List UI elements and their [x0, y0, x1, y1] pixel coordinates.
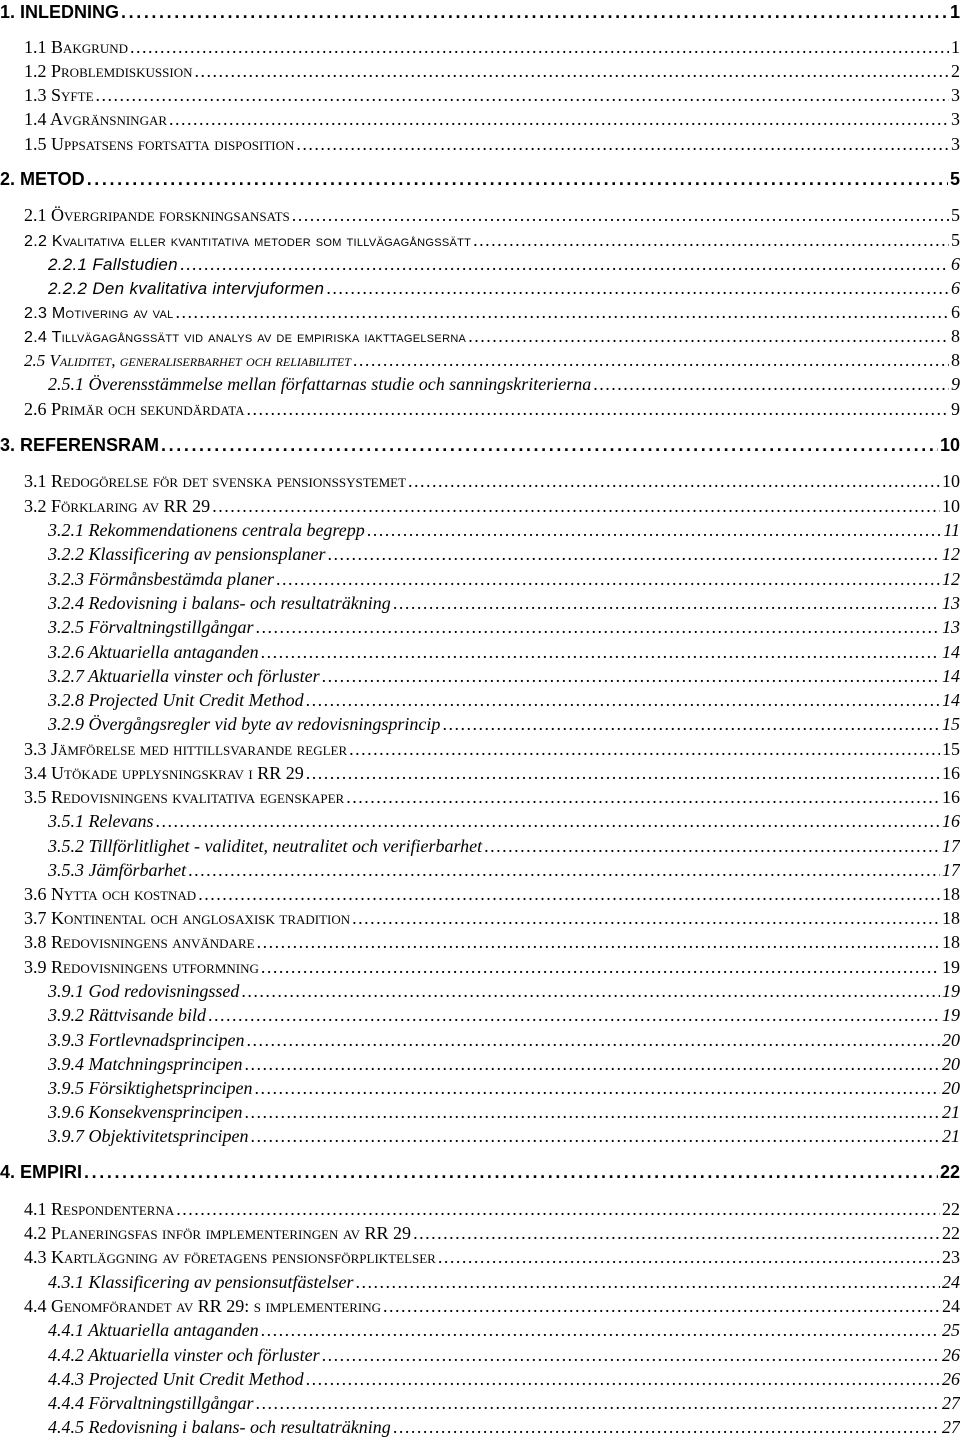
- toc-page-number: 5: [949, 169, 960, 189]
- dot-leader: [246, 1028, 940, 1052]
- toc-entry-label: 2.6 Primär och sekundärdata: [24, 399, 245, 419]
- toc-page-number: 3: [951, 134, 960, 154]
- toc-entry-row[interactable]: [24, 397, 960, 421]
- toc-entry-row[interactable]: [48, 1100, 960, 1124]
- toc-entry-row[interactable]: [24, 955, 960, 979]
- dot-leader: [346, 785, 940, 809]
- dot-leader: [208, 1003, 940, 1027]
- toc-page-number: 14: [942, 690, 960, 710]
- toc-page-number: 6: [951, 278, 960, 298]
- dot-leader: [306, 688, 940, 712]
- toc-entry-row[interactable]: [48, 712, 960, 736]
- toc-page-number: 20: [942, 1054, 960, 1074]
- toc-entry-label: 4.4.4 Förvaltningstillgångar: [48, 1393, 254, 1413]
- toc-page-number: 16: [942, 787, 960, 807]
- dot-leader: [383, 1294, 940, 1318]
- toc-page-number: 19: [942, 981, 960, 1001]
- dot-leader: [322, 664, 940, 688]
- toc-entry-label: 4.4.5 Redovisning i balans- och resultaträkning: [48, 1417, 391, 1437]
- toc-entry-label: 3.5.1 Relevans: [48, 811, 154, 831]
- toc-entry-label: 2.2 Kvalitativa eller kvantitativa metoder som tillvägagångssätt: [24, 233, 472, 250]
- toc-page-number: 16: [942, 811, 960, 831]
- toc-entry-label: 3.9.3 Fortlevnadsprincipen: [48, 1030, 245, 1050]
- dot-leader: [244, 1100, 940, 1124]
- toc-page-number: 19: [942, 957, 960, 977]
- toc-page-number: 14: [942, 666, 960, 686]
- toc-entry-label: 3.8 Redovisningens användare: [24, 932, 255, 952]
- toc-chapter-row[interactable]: [0, 433, 960, 457]
- toc-entry-label: 3.2.4 Redovisning i balans- och resultaträkning: [48, 593, 391, 613]
- toc-page-number: 9: [951, 374, 960, 394]
- toc-entry-label: 2. METOD: [0, 169, 85, 189]
- toc-page-number: 9: [951, 399, 960, 419]
- toc-entry-row[interactable]: [24, 203, 960, 227]
- toc-entry-label: 3.3 Jämförelse med hittillsvarande regler: [24, 739, 348, 759]
- toc-page-number: 22: [942, 1223, 960, 1243]
- dot-leader: [393, 591, 940, 615]
- dot-leader: [322, 1343, 940, 1367]
- dot-leader: [306, 1367, 940, 1391]
- toc-entry-row[interactable]: [48, 1124, 960, 1148]
- dot-leader: [130, 35, 949, 59]
- toc-entry-row[interactable]: [48, 809, 960, 833]
- dot-leader: [254, 1076, 940, 1100]
- toc-page-number: 18: [942, 908, 960, 928]
- toc-page-number: 17: [942, 836, 960, 856]
- dot-leader: [367, 518, 942, 542]
- toc-entry-row[interactable]: [24, 785, 960, 809]
- dot-leader: [484, 834, 940, 858]
- toc-entry-label: 3.2 Förklaring av RR 29: [24, 496, 211, 516]
- toc-entry-label: 3.2.7 Aktuariella vinster och förluster: [48, 666, 320, 686]
- toc-entry-label: 2.2.2 Den kvalitativa intervjuformen: [48, 279, 325, 298]
- toc-entry-label: 4.3 Kartläggning av företagens pensionsförpliktelser: [24, 1247, 436, 1267]
- toc-entry-label: 3.1 Redogörelse för det svenska pensionssystemet: [24, 471, 407, 491]
- toc-entry-row[interactable]: [48, 518, 960, 542]
- toc-page-number: 16: [942, 763, 960, 783]
- toc-page-number: 1: [949, 2, 960, 22]
- dot-leader: [212, 494, 940, 518]
- toc-entry-label: 4.4.1 Aktuariella antaganden: [48, 1320, 259, 1340]
- toc-entry-label: 1.3 Syfte: [24, 85, 94, 105]
- dot-leader: [261, 1318, 940, 1342]
- toc-page-number: 3: [951, 85, 960, 105]
- toc-entry-label: 3.9.7 Objektivitetsprincipen: [48, 1126, 249, 1146]
- toc-page-number: 19: [942, 1005, 960, 1025]
- toc-page-number: 15: [942, 739, 960, 759]
- dot-leader: [408, 469, 940, 493]
- toc-page-number: 22: [939, 1162, 960, 1182]
- toc-entry-label: 2.5.1 Överensstämmelse mellan författarnas studie och sanningskriterierna: [48, 374, 592, 394]
- toc-entry-row[interactable]: [24, 132, 960, 156]
- toc-page-number: 18: [942, 932, 960, 952]
- toc-page-number: 15: [942, 714, 960, 734]
- toc-entry-label: 1. INLEDNING: [0, 2, 120, 22]
- toc-page-number: 20: [942, 1030, 960, 1050]
- toc-entry-label: 3.9.5 Försiktighetsprincipen: [48, 1078, 253, 1098]
- toc-entry-label: 1.1 Bakgrund: [24, 37, 129, 57]
- toc-entry-row[interactable]: [24, 324, 960, 348]
- dot-leader: [349, 737, 940, 761]
- toc-page-number: 1: [951, 37, 960, 57]
- toc-entry-label: 4.2 Planeringsfas inför implementeringen av RR 29: [24, 1223, 412, 1243]
- toc-entry-row[interactable]: [24, 83, 960, 107]
- toc-page-number: 6: [951, 302, 960, 322]
- dot-leader: [84, 1160, 938, 1184]
- toc-entry-label: 2.5 Validitet, generaliserbarhet och reliabilitet: [24, 351, 351, 370]
- toc-page-number: 6: [951, 254, 960, 274]
- dot-leader: [468, 324, 949, 348]
- toc-entry-label: 3.9.1 God redovisningssed: [48, 981, 240, 1001]
- toc-entry-label: 3.5.3 Jämförbarhet: [48, 860, 187, 880]
- toc-entry-label: 2.2.1 Fallstudien: [48, 255, 178, 274]
- toc-page-number: 11: [943, 520, 960, 540]
- toc-entry-row[interactable]: [48, 664, 960, 688]
- toc-entry-label: 4.4.2 Aktuariella vinster och förluster: [48, 1345, 320, 1365]
- dot-leader: [352, 906, 940, 930]
- dot-leader: [261, 640, 940, 664]
- toc-entry-label: 3.2.8 Projected Unit Credit Method: [48, 690, 304, 710]
- toc-entry-row[interactable]: [48, 615, 960, 639]
- toc-page-number: 14: [942, 642, 960, 662]
- toc-page-number: 24: [942, 1272, 960, 1292]
- dot-leader: [250, 1124, 940, 1148]
- toc-entry-label: 3.5 Redovisningens kvalitativa egenskaper: [24, 787, 345, 807]
- dot-leader: [328, 542, 941, 566]
- dot-leader: [241, 979, 940, 1003]
- toc-entry-row[interactable]: [48, 688, 960, 712]
- toc-entry-row[interactable]: [24, 300, 960, 324]
- toc-entry-row[interactable]: [48, 567, 960, 591]
- toc-entry-row[interactable]: [24, 737, 960, 761]
- toc-entry-row[interactable]: [24, 1197, 960, 1221]
- toc-entry-row[interactable]: [48, 640, 960, 664]
- dot-leader: [442, 712, 940, 736]
- dot-leader: [256, 615, 940, 639]
- toc-entry-row[interactable]: [48, 252, 960, 276]
- toc-entry-row[interactable]: [24, 228, 960, 252]
- toc-page-number: 25: [942, 1320, 960, 1340]
- toc-page-number: 26: [942, 1345, 960, 1365]
- dot-leader: [121, 0, 948, 24]
- toc-entry-row[interactable]: [48, 834, 960, 858]
- toc-page-number: 17: [942, 860, 960, 880]
- toc-entry-label: 3.2.5 Förvaltningstillgångar: [48, 617, 254, 637]
- dot-leader: [188, 858, 940, 882]
- dot-leader: [176, 300, 949, 324]
- toc-entry-label: 4.1 Respondenterna: [24, 1199, 175, 1219]
- toc-entry-label: 1.2 Problemdiskussion: [24, 61, 193, 81]
- toc-entry-label: 3.9.4 Matchningsprincipen: [48, 1054, 243, 1074]
- toc-page-number: 27: [942, 1417, 960, 1437]
- dot-leader: [256, 1391, 940, 1415]
- dot-leader: [261, 955, 940, 979]
- toc-entry-label: 3.2.1 Rekommendationens centrala begrepp: [48, 520, 365, 540]
- toc-entry-label: 4. EMPIRI: [0, 1162, 83, 1182]
- toc-entry-row[interactable]: [24, 348, 960, 372]
- toc-entry-label: 3.2.2 Klassificering av pensionsplaner: [48, 544, 326, 564]
- toc-page-number: 23: [942, 1247, 960, 1267]
- toc-page-number: 10: [942, 471, 960, 491]
- toc-entry-row[interactable]: [24, 1294, 960, 1318]
- toc-entry-row[interactable]: [48, 979, 960, 1003]
- toc-page-number: 24: [942, 1296, 960, 1316]
- dot-leader: [180, 252, 949, 276]
- dot-leader: [292, 203, 949, 227]
- dot-leader: [246, 397, 949, 421]
- toc-page-number: 22: [942, 1199, 960, 1219]
- dot-leader: [161, 433, 938, 457]
- toc-page-number: 2: [951, 61, 960, 81]
- dot-leader: [276, 567, 940, 591]
- dot-leader: [257, 930, 940, 954]
- toc-page-number: 10: [939, 435, 960, 455]
- dot-leader: [155, 809, 940, 833]
- dot-leader: [296, 132, 949, 156]
- toc-entry-row[interactable]: [24, 761, 960, 785]
- dot-leader: [413, 1221, 940, 1245]
- toc-entry-label: 3.7 Kontinental och anglosaxisk tradition: [24, 908, 351, 928]
- toc-entry-row[interactable]: [48, 1052, 960, 1076]
- toc-entry-row[interactable]: [48, 542, 960, 566]
- toc-entry-row[interactable]: [24, 469, 960, 493]
- dot-leader: [169, 107, 949, 131]
- toc-entry-label: 3.4 Utökade upplysningskrav i RR 29: [24, 763, 304, 783]
- dot-leader: [473, 228, 949, 252]
- toc-chapter-row[interactable]: [0, 0, 960, 24]
- toc-page-number: 27: [942, 1393, 960, 1413]
- toc-entry-row[interactable]: [48, 1391, 960, 1415]
- toc-page-number: 5: [951, 205, 960, 225]
- toc-entry-row[interactable]: [24, 930, 960, 954]
- toc-entry-label: 2.3 Motivering av val: [24, 305, 174, 322]
- toc-entry-row[interactable]: [48, 372, 960, 396]
- toc-entry-row[interactable]: [24, 906, 960, 930]
- dot-leader: [87, 167, 948, 191]
- toc-entry-label: 2.1 Övergripande forskningsansats: [24, 205, 290, 225]
- toc-entry-label: 3.5.2 Tillförlitlighet - validitet, neutralitet och verifierbarhet: [48, 836, 483, 856]
- toc-page-number: 26: [942, 1369, 960, 1389]
- toc-entry-row[interactable]: [48, 591, 960, 615]
- toc-chapter-row[interactable]: [0, 167, 960, 191]
- toc-entry-row[interactable]: [48, 1076, 960, 1100]
- toc-entry-label: 3.2.9 Övergångsregler vid byte av redovisningsprincip: [48, 714, 441, 734]
- toc-entry-row[interactable]: [48, 1003, 960, 1027]
- toc-entry-label: 3.2.6 Aktuariella antaganden: [48, 642, 259, 662]
- toc-entry-row[interactable]: [24, 35, 960, 59]
- toc-entry-row[interactable]: [24, 107, 960, 131]
- toc-entry-row[interactable]: [48, 858, 960, 882]
- toc-page-number: 18: [942, 884, 960, 904]
- toc-page-number: 12: [942, 569, 960, 589]
- toc-page-number: 3: [951, 109, 960, 129]
- toc-entry-row[interactable]: [48, 1343, 960, 1367]
- toc-page-number: 20: [942, 1078, 960, 1098]
- dot-leader: [356, 1270, 941, 1294]
- toc-entry-row[interactable]: [48, 1318, 960, 1342]
- toc-entry-label: 3.6 Nytta och kostnad: [24, 884, 197, 904]
- toc-entry-label: 1.4 Avgränsningar: [24, 109, 168, 129]
- toc-entry-label: 3.2.3 Förmånsbestämda planer: [48, 569, 274, 589]
- toc-entry-row[interactable]: [24, 882, 960, 906]
- toc-entry-row[interactable]: [48, 1270, 960, 1294]
- dot-leader: [326, 276, 949, 300]
- dot-leader: [393, 1415, 940, 1439]
- toc-page-number: 13: [942, 617, 960, 637]
- toc-entry-row[interactable]: [48, 1415, 960, 1439]
- toc-page-number: 8: [951, 326, 960, 346]
- dot-leader: [306, 761, 940, 785]
- dot-leader: [194, 59, 949, 83]
- toc-entry-label: 3.9 Redovisningens utformning: [24, 957, 259, 977]
- toc-entry-row[interactable]: [24, 59, 960, 83]
- toc-entry-label: 4.3.1 Klassificering av pensionsutfästelser: [48, 1272, 354, 1292]
- toc-entry-row[interactable]: [24, 1221, 960, 1245]
- toc-entry-label: 4.4.3 Projected Unit Credit Method: [48, 1369, 304, 1389]
- dot-leader: [593, 372, 949, 396]
- toc-entry-label: 2.4 Tillvägagångssätt vid analys av de empiriska iakttagelserna: [24, 329, 467, 346]
- dot-leader: [244, 1052, 940, 1076]
- toc-entry-row[interactable]: [48, 276, 960, 300]
- toc-page-number: 13: [942, 593, 960, 613]
- toc-entry-label: 3. REFERENSRAM: [0, 435, 160, 455]
- dot-leader: [353, 348, 949, 372]
- toc-page-number: 8: [951, 350, 960, 370]
- dot-leader: [176, 1197, 940, 1221]
- dot-leader: [198, 882, 940, 906]
- toc-entry-row[interactable]: [48, 1028, 960, 1052]
- toc-entry-label: 1.5 Uppsatsens fortsatta disposition: [24, 134, 295, 154]
- toc-entry-label: 4.4 Genomförandet av RR 29: s implementering: [24, 1296, 382, 1316]
- dot-leader: [96, 83, 949, 107]
- toc-entry-label: 3.9.2 Rättvisande bild: [48, 1005, 206, 1025]
- toc-page-number: 21: [942, 1102, 960, 1122]
- toc-entry-label: 3.9.6 Konsekvensprincipen: [48, 1102, 243, 1122]
- toc-page-number: 21: [942, 1126, 960, 1146]
- toc-entry-row[interactable]: [24, 1245, 960, 1269]
- toc-entry-row[interactable]: [24, 494, 960, 518]
- toc-page-number: 12: [942, 544, 960, 564]
- toc-entry-row[interactable]: [48, 1367, 960, 1391]
- toc-chapter-row[interactable]: [0, 1160, 960, 1184]
- toc-page-number: 5: [951, 230, 960, 250]
- toc-page-number: 10: [942, 496, 960, 516]
- dot-leader: [438, 1245, 940, 1269]
